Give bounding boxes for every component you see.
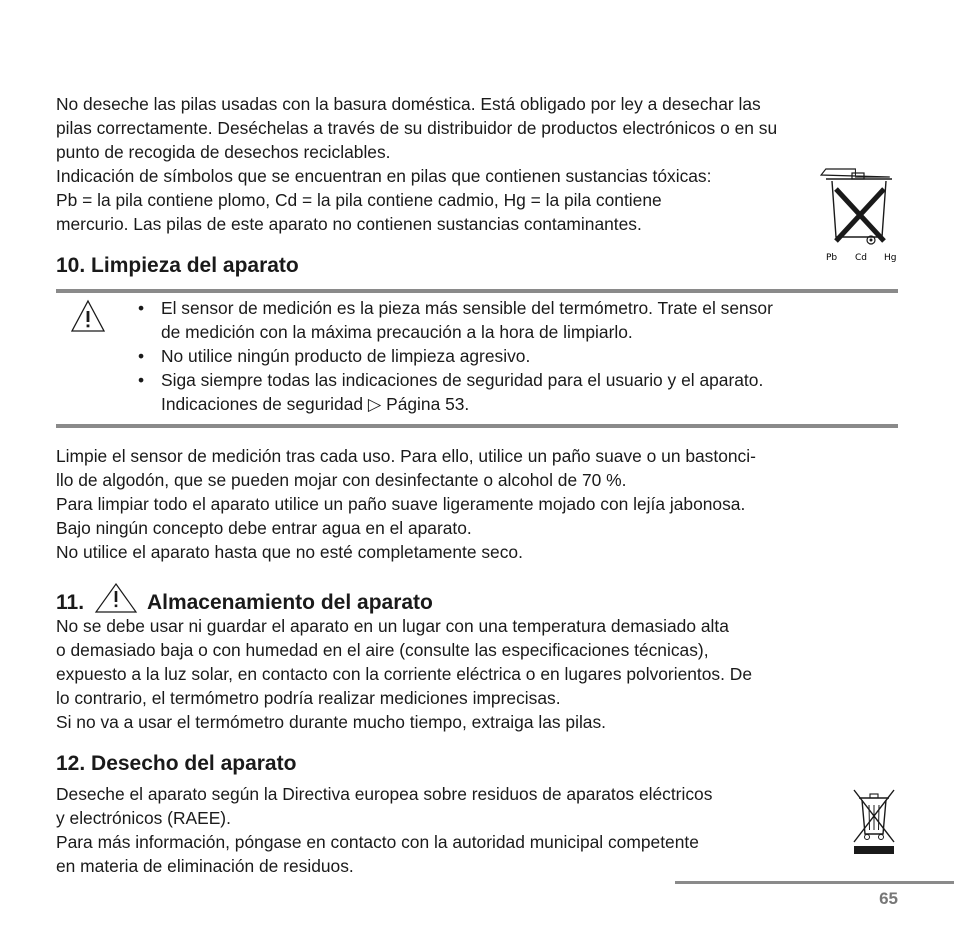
intro-line: No deseche las pilas usadas con la basura doméstica. Está obligado por ley a desechar las [56,94,761,114]
warning-triangle-icon [70,298,106,334]
list-item [136,344,773,368]
list-item-text: de medición con la máxima precaución a la hora de limpiarlo. [161,322,633,342]
body-line: en materia de eliminación de residuos. [56,856,354,876]
battery-disposal-icon [820,165,900,265]
section-11-number: 11. [56,591,85,614]
list-item-text: Indicaciones de seguridad ▷ Página 53. [161,394,470,414]
body-line: expuesto a la luz solar, en contacto con la corriente eléctrica o en lugares polvorientos. De [56,664,753,684]
warning-box-bottom-rule [56,424,898,428]
intro-line: pilas correctamente. Deséchelas a través de su distribuidor de productos electrónicos o en su [56,118,778,138]
section-11-body [56,614,752,734]
intro-line: Pb = la pila contiene plomo, Cd = la pila contiene cadmio, Hg = la pila contiene [56,190,662,210]
section-10-title: 10. Limpieza del aparato [56,254,299,277]
body-line: Para limpiar todo el aparato utilice un paño suave ligeramente mojado con lejía jabonosa. [56,494,746,514]
warning-list [136,296,773,416]
list-item-text: El sensor de medición es la pieza más sensible del termómetro. Trate el sensor [161,298,773,318]
intro-line: punto de recogida de desechos reciclables. [56,142,391,162]
body-line: o demasiado baja o con humedad en el aire (consulte las especificaciones técnicas), [56,640,709,660]
cd-label: Cd [855,253,867,263]
footer-rule [675,881,954,884]
section-11-heading: Almacenamiento del aparato [146,591,433,614]
body-line: llo de algodón, que se pueden mojar con desinfectante o alcohol de 70 %. [56,470,627,490]
pb-label: Pb [826,253,838,263]
body-line: Deseche el aparato según la Directiva europea sobre residuos de aparatos eléctricos [56,784,713,804]
list-item-text: Siga siempre todas las indicaciones de seguridad para el usuario y el aparato. [161,370,764,390]
body-line: No se debe usar ni guardar el aparato en un lugar con una temperatura demasiado alta [56,616,729,636]
warning-box-top-rule [56,289,898,293]
body-line: lo contrario, el termómetro podría realizar mediciones imprecisas. [56,688,561,708]
body-line: No utilice el aparato hasta que no esté completamente seco. [56,542,523,562]
bullet: • [138,346,145,366]
intro-line: Indicación de símbolos que se encuentran en pilas que contienen sustancias tóxicas: [56,166,712,186]
body-line: y electrónicos (RAEE). [56,808,231,828]
body-line: Limpie el sensor de medición tras cada uso. Para ello, utilice un paño suave o un bastonci- [56,446,756,466]
body-line: Bajo ningún concepto debe entrar agua en el aparato. [56,518,472,538]
list-item [136,296,773,344]
bullet: • [138,298,145,318]
body-line: Para más información, póngase en contacto con la autoridad municipal competente [56,832,699,852]
bullet: • [138,370,145,390]
intro-paragraph [56,92,777,236]
page-number: 65 [879,889,898,908]
list-item-text: No utilice ningún producto de limpieza agresivo. [161,346,531,366]
section-12-title: 12. Desecho del aparato [56,752,297,775]
warning-triangle-icon [94,583,138,611]
weee-bin-icon [850,786,898,856]
section-10-body [56,444,756,564]
section-11-title [56,583,433,616]
list-item [136,368,773,416]
body-line: Si no va a usar el termómetro durante mucho tiempo, extraiga las pilas. [56,712,607,732]
intro-line: mercurio. Las pilas de este aparato no contienen sustancias contaminantes. [56,214,642,234]
hg-label: Hg [884,253,897,263]
section-12-body [56,782,712,878]
